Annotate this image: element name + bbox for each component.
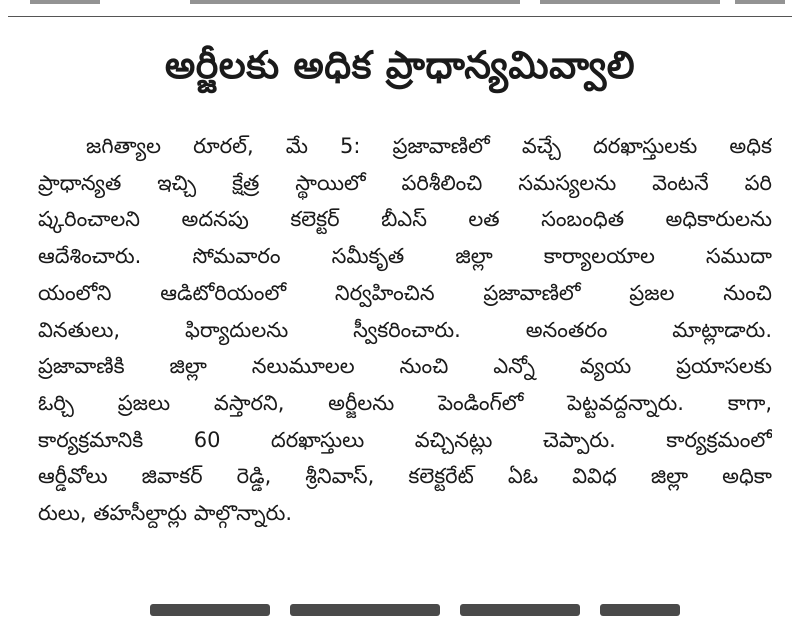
headline: అర్జీలకు అధిక ప్రాధాన్యమివ్వాలి [164, 43, 636, 87]
article-line: జగిత్యాల రూరల్, మే 5: ప్రజావాణిలో వచ్చే దరఖాస్తులకు అధిక [86, 134, 772, 158]
article-line: ఆదేశించారు. సోమవారం సమీకృత జిల్లా కార్యాలయాల సముదా [38, 244, 772, 269]
article-line: ఆర్డీవోలు జివాకర్ రెడ్డి, శ్రీనివాస్, కలెక్టరేట్ ఏఓ వివిధ జిల్లా అధికా [38, 464, 772, 489]
next-article-clipped-headline [0, 596, 800, 626]
article-line: ప్రాధాన్యత ఇచ్చి క్షేత్ర స్థాయిలో పరిశీలించి సమస్యలను వెంటనే పరి [38, 170, 772, 195]
article-line: వినతులు, ఫిర్యాదులను స్వీకరించారు. అనంతరం మాట్లాడారు. [38, 317, 772, 342]
article-line: ఓర్చి ప్రజలు వస్తారని, అర్జీలను పెండింగ్‌లో పెట్టవద్దన్నారు. కాగా, [38, 390, 772, 415]
article-body [38, 128, 772, 532]
top-clipped-strip [0, 0, 800, 10]
top-rule [8, 16, 792, 17]
article-line: యంలోని ఆడిటోరియంలో నిర్వహించిన ప్రజావాణిలో ప్రజల నుంచి [38, 280, 772, 305]
article-line: ప్రజావాణికి జిల్లా నలుమూలల నుంచి ఎన్నో వ్యయ ప్రయాసలకు [38, 354, 772, 379]
article-line: రులు, తహసీల్దార్లు పాల్గొన్నారు. [38, 501, 293, 526]
article-line: ష్కరించాలని అదనపు కలెక్టర్ బీఎస్ లత సంబంధిత అధికారులను [38, 207, 772, 232]
article-line: కార్యక్రమానికి 60 దరఖాస్తులు వచ్చినట్లు చెప్పారు. కార్యక్రమంలో [38, 427, 772, 452]
